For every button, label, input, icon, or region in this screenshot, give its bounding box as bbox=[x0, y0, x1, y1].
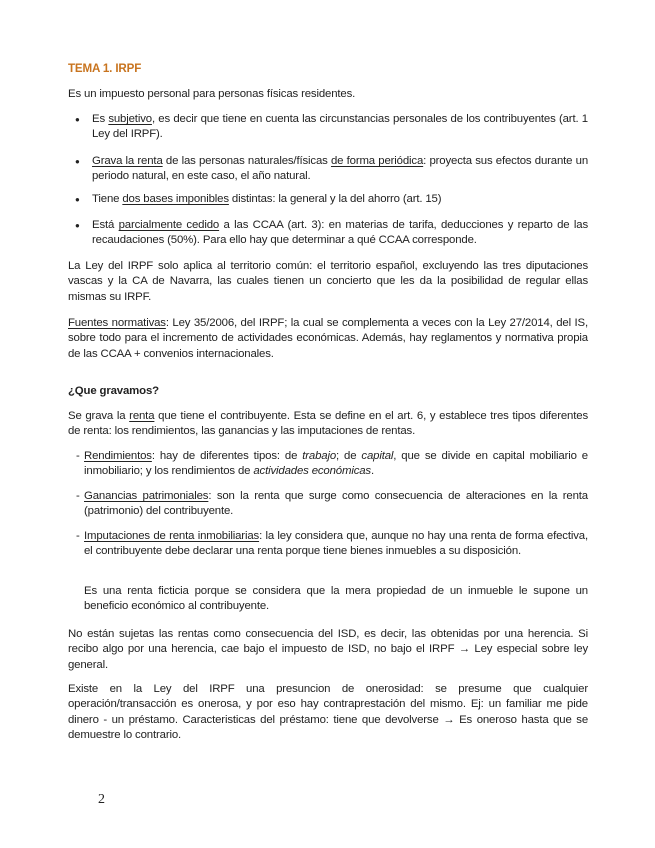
text-run: Se grava la bbox=[68, 410, 130, 422]
intro-paragraph bbox=[68, 87, 588, 102]
text-run: Está bbox=[92, 219, 119, 231]
underlined-term: renta bbox=[129, 410, 155, 422]
italic-term: actividades económicas bbox=[253, 465, 371, 478]
text-run: Es bbox=[92, 113, 109, 125]
italic-term: trabajo bbox=[302, 450, 337, 462]
text-run: : hay de diferentes tipos: de bbox=[151, 450, 303, 462]
onerosidad-paragraph bbox=[68, 682, 588, 743]
territorio-paragraph bbox=[68, 259, 588, 305]
text-run: . bbox=[370, 465, 374, 478]
underlined-term: Ganancias patrimoniales bbox=[84, 490, 209, 502]
text-run: de las personas naturales/físicas bbox=[162, 155, 331, 167]
text-run: Tiene bbox=[92, 193, 123, 205]
underlined-term: Grava la renta bbox=[92, 155, 163, 167]
fuentes-paragraph bbox=[68, 316, 588, 362]
dash-item bbox=[84, 449, 588, 480]
text-run: , es decir que tiene en cuenta las circunstancias personales de los contribuyentes (art. 1 Ley del IRPF). bbox=[92, 113, 588, 141]
text-run: ; de bbox=[336, 450, 362, 462]
text-run: Existe en la Ley del IRPF una presuncion de onerosidad: se presume que cualquier operación/transacción es onerosa, y por eso hay contraprestación del mismo. Ej: un familiar me pide dinero - un préstamo. Caracteristicas del préstamo: tiene que devolverse → Es oneroso hasta que se demuestre lo contrario. bbox=[68, 683, 588, 741]
text-run: Es una renta ficticia porque se considera que la mera propiedad de un inmueble le supone un beneficio económico al contribuyente. bbox=[84, 585, 588, 613]
underlined-term: dos bases imponibles bbox=[122, 193, 229, 205]
bullet-item bbox=[92, 154, 588, 185]
text-run: : proyecta sus efectos durante un periodo natural, en este caso, el año natural. bbox=[92, 155, 589, 183]
text-run: No están sujetas las rentas como consecuencia del ISD, es decir, las obtenidas por una herencia. Si recibo algo por una herencia, cae bajo el impuesto de ISD, no bajo el IRPF → Ley especial sobre ley general. bbox=[68, 628, 588, 671]
text-run: a las CCAA (art. 3): en materias de tarifa, deducciones y reparto de las recaudaciones (50%). Para ello hay que determinar a qué CCAA corresponde. bbox=[92, 219, 588, 247]
text-run: que tiene el contribuyente. Esta se define en el art. 6, y establece tres tipos diferentes de renta: los rendimientos, las ganancias y las imputaciones de rentas. bbox=[68, 410, 588, 438]
underlined-term: parcialmente cedido bbox=[118, 219, 220, 231]
text-run: : la ley considera que, aunque no hay una renta de forma efectiva, el contribuyente debe declarar una renta porque tiene bienes inmuebles a su disposición. bbox=[84, 530, 588, 558]
ficticia-paragraph bbox=[84, 584, 588, 615]
underlined-term: subjetivo bbox=[108, 113, 152, 125]
underlined-term: Imputaciones de renta inmobiliarias bbox=[84, 530, 260, 542]
text-run: , que se divide en capital mobiliario e inmobiliario; y los rendimientos de bbox=[84, 450, 588, 478]
italic-term: capital bbox=[361, 450, 394, 462]
text-run: Es un impuesto personal para personas físicas residentes. bbox=[68, 88, 356, 100]
subheading: ¿Que gravamos? bbox=[68, 385, 159, 397]
text-run: : Ley 35/2006, del IRPF; la cual se complementa a veces con la Ley 27/2014, del IS, sobre todo para el incremento de actividades económicas. Además, hay reglamentos y normativa propia de las CCAA + convenios internacionales. bbox=[68, 317, 588, 360]
text-run: distintas: la general y la del ahorro (art. 15) bbox=[228, 193, 442, 205]
bullet-item bbox=[92, 192, 588, 207]
underlined-term: Rendimientos bbox=[84, 450, 152, 462]
bullet-item bbox=[92, 112, 588, 143]
dash-item bbox=[84, 529, 588, 560]
bullet-item bbox=[92, 218, 588, 249]
no-sujetas-paragraph bbox=[68, 627, 588, 673]
text-run: : son la renta que surge como consecuencia de alteraciones en la renta (patrimonio) del contribuyente. bbox=[84, 490, 588, 518]
dash-item bbox=[84, 489, 588, 520]
underlined-term: de forma periódica bbox=[330, 155, 424, 167]
underlined-term: Fuentes normativas bbox=[68, 317, 166, 329]
text-run: La Ley del IRPF solo aplica al territorio común: el territorio español, excluyendo las tres diputaciones vascas y la CA de Navarra, las cuales tienen un concierto que les da la posibilidad de regular ellas mismas su IRPF. bbox=[68, 260, 588, 303]
section-title: TEMA 1. IRPF bbox=[68, 62, 142, 75]
page-number: 2 bbox=[98, 792, 105, 807]
se-grava-paragraph bbox=[68, 409, 588, 440]
